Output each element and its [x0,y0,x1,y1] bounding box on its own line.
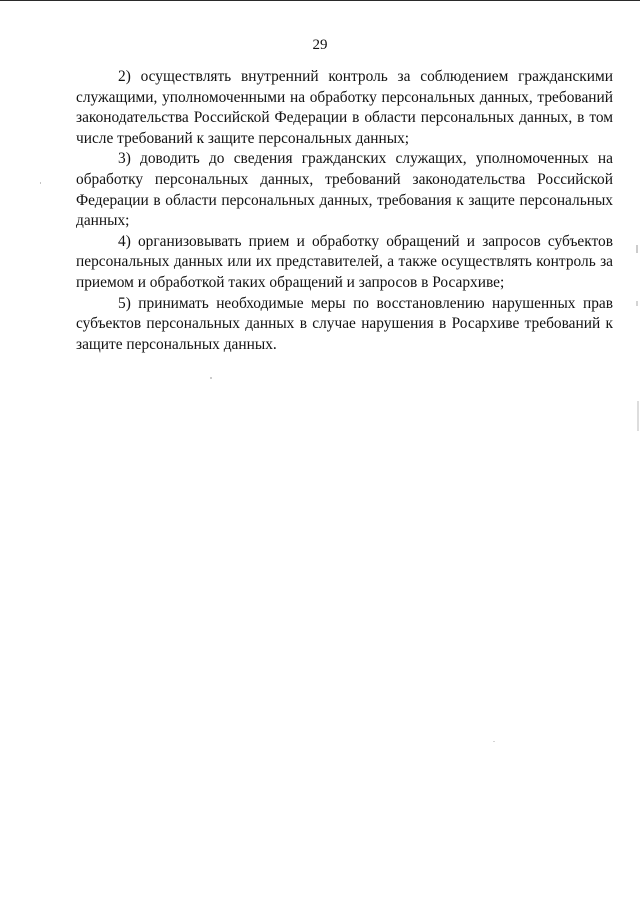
document-body [76,67,613,355]
list-item-5: 5) принимать необходимые меры по восстановлению нарушенных прав субъектов персональных данных в случае нарушения в Росархиве требований к защите персональных данных. [76,294,613,353]
page-number: 29 [312,37,328,53]
list-item-3: 3) доводить до сведения гражданских служащих, уполномоченных на обработку персональных данных, требований законодательства Российской Федерации в области персональных данных, требования к защите персональных данных; [76,150,613,230]
list-item-4: 4) организовывать прием и обработку обращений и запросов субъектов персональных данных или их представителей, а также осуществлять контроль за приемом и обработкой таких обращений и запросов в Росархиве; [76,232,613,291]
list-item-2: 2) осуществлять внутренний контроль за соблюдением гражданскими служащими, уполномоченными на обработку персональных данных, требований законодательства Российской Федерации в области персональных данных, в том числе требований к защите персональных данных; [76,68,613,147]
